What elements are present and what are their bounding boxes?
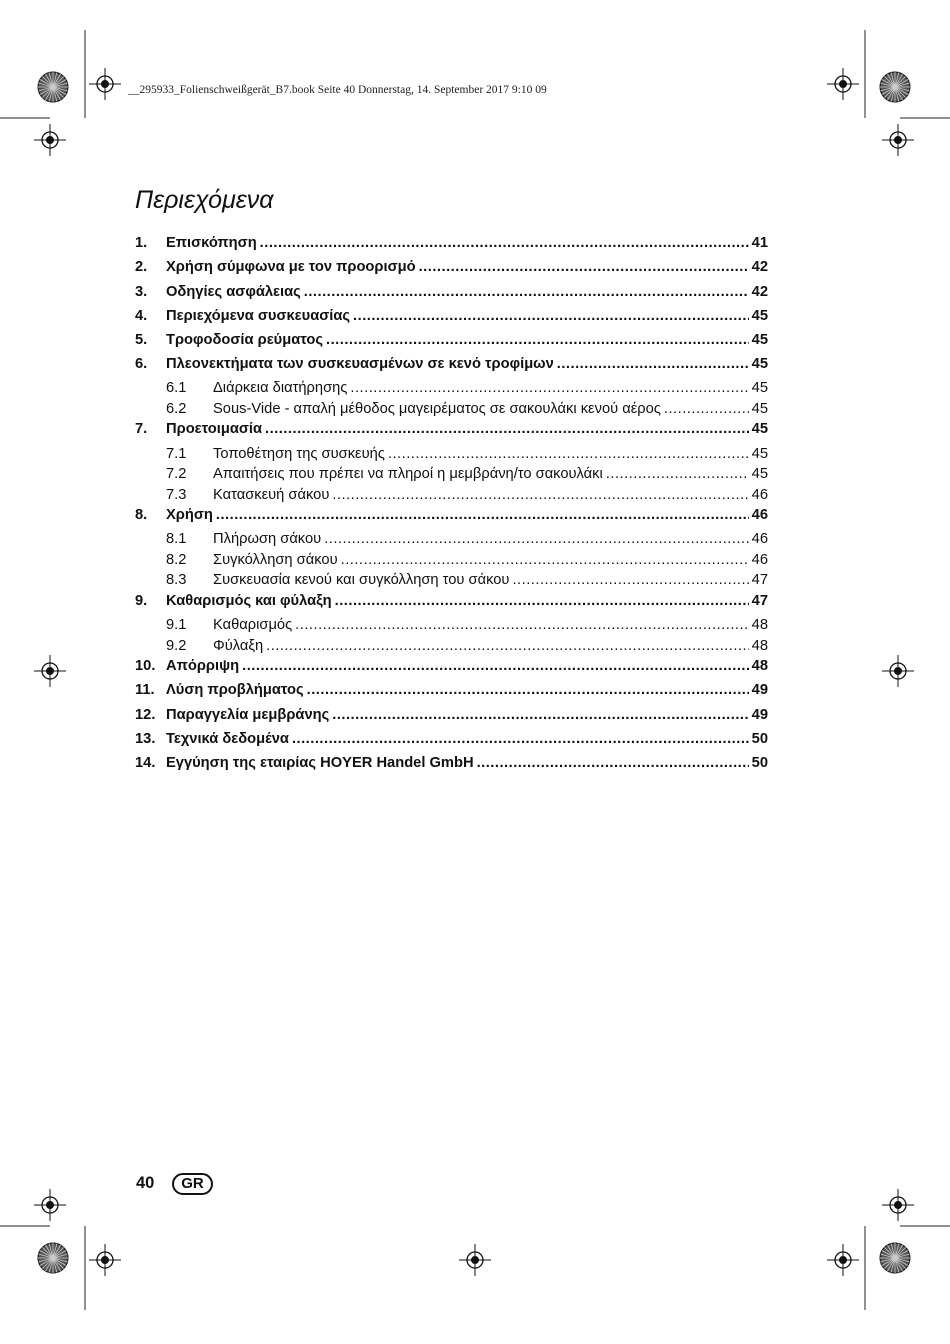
toc-entry[interactable] (135, 444, 768, 464)
toc-entry-title: Τεχνικά δεδομένα (166, 731, 289, 747)
dot-leader (477, 753, 749, 773)
dot-leader (265, 419, 749, 439)
toc-entry-number: 7.2 (166, 466, 187, 482)
toc-entry-page: 48 (751, 617, 768, 633)
dot-leader (341, 550, 749, 570)
toc-entry-number: 3. (135, 284, 148, 300)
toc-entry-number: 2. (135, 259, 148, 275)
toc-entry[interactable] (135, 753, 768, 773)
toc-entry-title: Τοποθέτηση της συσκευής (213, 446, 385, 462)
toc-entry[interactable] (135, 485, 768, 505)
dot-leader (512, 570, 748, 590)
toc-entry-title: Πλήρωση σάκου (213, 531, 322, 547)
toc-entry-number: 9. (135, 593, 148, 609)
toc-entry-number: 8.1 (166, 531, 187, 547)
toc-entry[interactable] (135, 729, 768, 749)
dot-leader (332, 485, 748, 505)
page-number: 40 (136, 1174, 155, 1192)
toc-entry[interactable] (135, 680, 768, 700)
dot-leader (419, 257, 749, 277)
toc-entry-title: Πλεονεκτήματα των συσκευασμένων σε κενό τροφίμων (166, 356, 554, 372)
registration-crosshair (827, 68, 859, 100)
toc-entry-page: 45 (751, 356, 768, 372)
toc-entry-number: 5. (135, 332, 148, 348)
toc-entry-title: Περιεχόμενα συσκευασίας (166, 308, 351, 324)
toc-entry[interactable] (135, 505, 768, 525)
toc-entry[interactable] (135, 419, 768, 439)
toc-entry-title: Παραγγελία μεμβράνης (166, 707, 330, 723)
toc-entry-number: 6.2 (166, 401, 187, 417)
registration-crosshair (459, 1244, 491, 1276)
registration-starburst (880, 72, 910, 102)
toc-entry-number: 8.3 (166, 572, 187, 588)
dot-leader (260, 233, 749, 253)
toc-entry-number: 9.1 (166, 617, 187, 633)
toc-entry-number: 6. (135, 356, 148, 372)
dot-leader (664, 399, 749, 419)
dot-leader (353, 306, 749, 326)
toc-entry-title: Απαιτήσεις που πρέπει να πληροί η μεμβράνη/το σακουλάκι (213, 466, 603, 482)
toc-entry-title: Κατασκευή σάκου (213, 487, 330, 503)
toc-entry-page: 45 (751, 401, 768, 417)
toc-entry-page: 42 (751, 284, 768, 300)
toc-entry[interactable] (135, 282, 768, 302)
toc-entry-title: Καθαρισμός και φύλαξη (166, 593, 332, 609)
toc-entry-page: 45 (751, 421, 768, 437)
toc-entry-page: 47 (751, 572, 768, 588)
toc-entry-title: Οδηγίες ασφάλειας (166, 284, 301, 300)
toc-entry-page: 48 (751, 638, 768, 654)
toc-entry[interactable] (135, 570, 768, 590)
toc-entry-page: 46 (751, 487, 768, 503)
toc-entry-page: 46 (751, 507, 768, 523)
toc-entry-page: 45 (751, 332, 768, 348)
toc-entry-number: 8. (135, 507, 148, 523)
toc-entry-title: Απόρριψη (166, 658, 240, 674)
toc-entry[interactable] (135, 615, 768, 635)
toc-entry-page: 45 (751, 466, 768, 482)
registration-crosshair (89, 68, 121, 100)
toc-entry-page: 46 (751, 531, 768, 547)
toc-entry-title: Επισκόπηση (166, 235, 257, 251)
toc-entry[interactable] (135, 257, 768, 277)
toc-entry-title: Sous-Vide - απαλή μέθοδος μαγειρέματος σε σακουλάκι κενού αέρος (213, 401, 661, 417)
toc-entry[interactable] (135, 378, 768, 398)
toc-entry[interactable] (135, 591, 768, 611)
print-slug: __295933_Folienschweißgerät_B7.book Seite 40 Donnerstag, 14. September 2017 9:10 09 (128, 84, 547, 96)
toc-entry-page: 48 (751, 658, 768, 674)
registration-crosshair (827, 1244, 859, 1276)
toc-entry-page: 49 (751, 707, 768, 723)
toc-entry[interactable] (135, 233, 768, 253)
dot-leader (388, 444, 749, 464)
toc-entry-title: Χρήση (166, 507, 213, 523)
toc-entry-number: 7.3 (166, 487, 187, 503)
registration-starburst (880, 1243, 910, 1273)
registration-crosshair (34, 655, 66, 687)
toc-entry-page: 41 (751, 235, 768, 251)
registration-crosshair (882, 124, 914, 156)
registration-crosshair (89, 1244, 121, 1276)
toc-entry-title: Συσκευασία κενού και συγκόλληση του σάκου (213, 572, 510, 588)
dot-leader (350, 378, 748, 398)
toc-entry-page: 47 (751, 593, 768, 609)
toc-entry-number: 6.1 (166, 380, 187, 396)
toc-entry-page: 49 (751, 682, 768, 698)
toc-entry-page: 50 (751, 731, 768, 747)
dot-leader (304, 282, 749, 302)
toc-entry-number: 1. (135, 235, 148, 251)
dot-leader (326, 330, 749, 350)
toc-entry-title: Φύλαξη (213, 638, 264, 654)
registration-crosshair (34, 124, 66, 156)
toc-entry[interactable] (135, 464, 768, 484)
toc-entry-title: Προετοιμασία (166, 421, 263, 437)
toc-entry-title: Συγκόλληση σάκου (213, 552, 338, 568)
toc-entry-page: 45 (751, 446, 768, 462)
toc-entry-page: 45 (751, 308, 768, 324)
toc-entry-number: 9.2 (166, 638, 187, 654)
dot-leader (324, 529, 748, 549)
registration-starburst (38, 72, 68, 102)
dot-leader (332, 705, 748, 725)
toc-entry[interactable] (135, 550, 768, 570)
toc-entry[interactable] (135, 330, 768, 350)
toc-entry-number: 11. (135, 682, 155, 698)
toc-entry-number: 7. (135, 421, 148, 437)
toc-entry-number: 14. (135, 755, 156, 771)
toc-entry[interactable] (135, 529, 768, 549)
dot-leader (557, 354, 749, 374)
toc-entry[interactable] (135, 656, 768, 676)
dot-leader (606, 464, 749, 484)
toc-entry-page: 50 (751, 755, 768, 771)
toc-entry-number: 8.2 (166, 552, 187, 568)
toc-entry-title: Λύση προβλήματος (166, 682, 304, 698)
toc-entry-title: Διάρκεια διατήρησης (213, 380, 348, 396)
dot-leader (266, 636, 749, 656)
dot-leader (335, 591, 749, 611)
toc-entry-number: 12. (135, 707, 156, 723)
toc-entry-number: 7.1 (166, 446, 187, 462)
toc-entry-title: Εγγύηση της εταιρίας HOYER Handel GmbH (166, 755, 474, 771)
dot-leader (295, 615, 748, 635)
registration-starburst (38, 1243, 68, 1273)
dot-leader (307, 680, 749, 700)
language-badge: GR (172, 1173, 213, 1195)
toc-entry-title: Καθαρισμός (213, 617, 293, 633)
registration-crosshair (882, 1189, 914, 1221)
dot-leader (292, 729, 749, 749)
toc-entry-page: 46 (751, 552, 768, 568)
toc-entry-title: Τροφοδοσία ρεύματος (166, 332, 324, 348)
registration-crosshair (34, 1189, 66, 1221)
toc-entry[interactable] (135, 399, 768, 419)
toc-entry-number: 4. (135, 308, 148, 324)
toc-entry-page: 45 (751, 380, 768, 396)
toc-entry-page: 42 (751, 259, 768, 275)
dot-leader (242, 656, 749, 676)
toc-entry[interactable] (135, 705, 768, 725)
toc-entry[interactable] (135, 636, 768, 656)
toc-entry[interactable] (135, 306, 768, 326)
registration-crosshair (882, 655, 914, 687)
toc-entry[interactable] (135, 354, 768, 374)
toc-title: Περιεχόμενα (135, 186, 274, 214)
toc-entry-title: Χρήση σύμφωνα με τον προορισμό (166, 259, 416, 275)
dot-leader (216, 505, 749, 525)
toc-entry-number: 13. (135, 731, 156, 747)
toc-entry-number: 10. (135, 658, 156, 674)
